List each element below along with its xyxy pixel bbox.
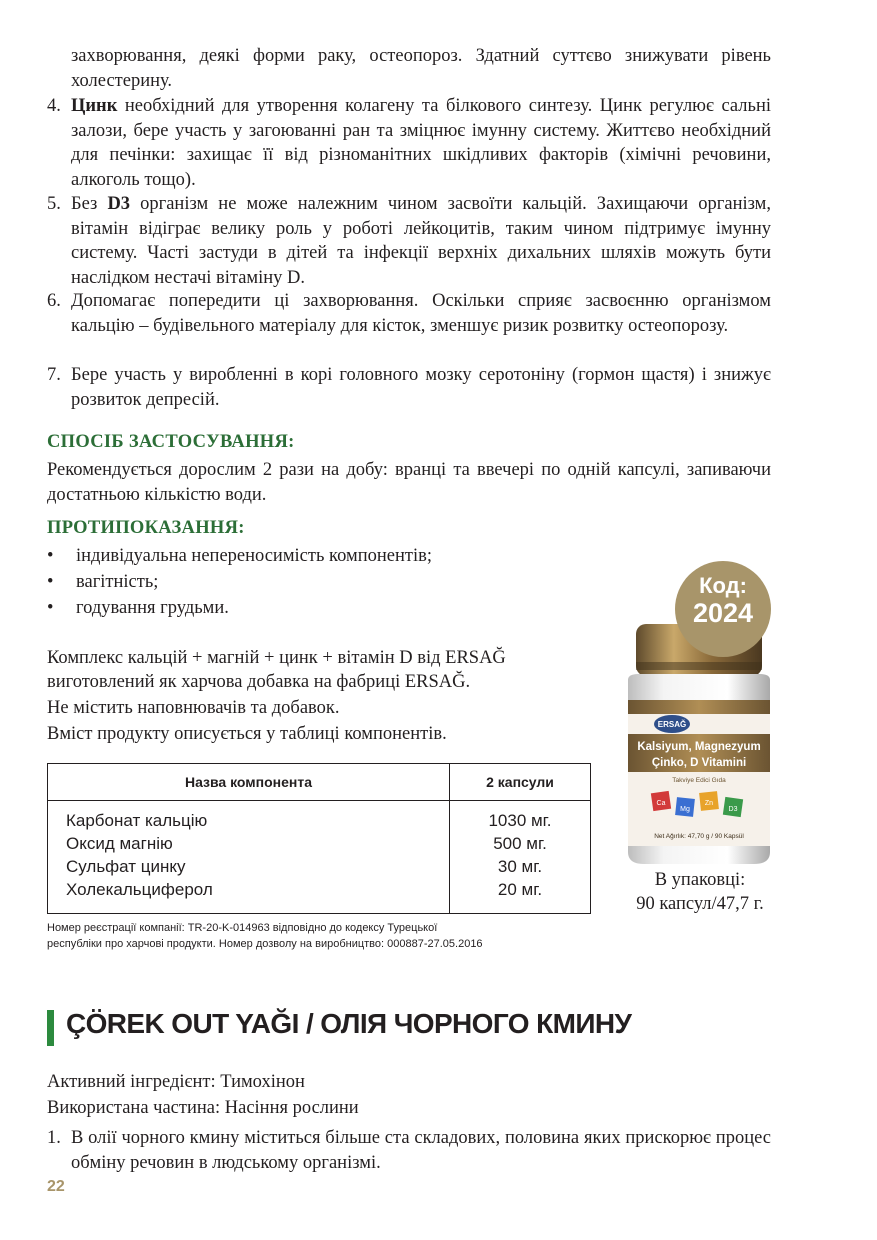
usage-heading: СПОСІБ ЗАСТОСУВАННЯ: bbox=[47, 432, 295, 452]
list-lead: D3 bbox=[107, 194, 131, 214]
list-lead: Цинк bbox=[71, 96, 118, 116]
document-page: захворювання, деякі форми раку, остеопороз. Здатний суттєво знижувати рівень холестерину. 4. Цинк необхідний для утворення колагену та білкового синтезу. Цинк регулює сальні залози, бере участь у загоюванні ран та зміцнює імунну систему. Життєво необхідний для печінки: захищає її від різноманітних шкідливих факторів (хімічні речовини, алкоголь тощо). 5. Без D3 організм не може належним чином засвоїти кальцій. Захищаючи організм, вітамін відіграє велику роль у роботі лейкоцитів, таким чином підтримує імунну систему. Часті застуди в дітей та інфекції верхніх дихальних шляхів можуть бути наслідком нестачі вітаміну D. 6. Допомагає попередити ці захворювання. Оскільки сприяє засвоєнню організмом кальцію – будівельного матеріалу для кісток, зменшує ризик розвитку остеопорозу. 7. Бере участь у виробленні в корі головного мозку серотоніну (гормон щастя) і знижує розвиток депресій. СПОСІБ ЗАСТОСУВАННЯ: Рекомендується дорослим 2 рази на добу: вранці та ввечері по одній капсулі, запиваючи достатньою кількістю води. ПРОТИПОКАЗАННЯ: • індивідуальна непереносимість компонентів; • вагітність; • годування грудьми. Комплекс кальцій + магній + цинк + вітамін D від ERSAĞ виготовлений як харчова добавка на фабриці ERSAĞ. Не містить наповнювачів та добавок. Вміст продукту описується у таблиці компонентів. Назва компонента 2 капсули Карбонат кальцію Оксид магнію Сульфат цинку Холекальциферол 1030 мг. 500 мг. 30 мг. 20 мг. Номер реєстрації компанії: TR-20-K-014963 відповідно до кодексу Турецької республіки про харчові продукти. Номер дозволу на виробництво: 000887-27.05.2016 ERSAĞ Kalsiyum, Magnezyum Çinko, D Vitamini Takviye Edici Gıda Ca Mg Zn D3 Net Ağırlık: 47,70 g / 90 Kapsül Код: 2024 В упаковці: 90 капсул/47,7 г. ÇÖREK OUT YAĞI / ОЛІЯ ЧОРНОГО КМИНУ Активний інгредієнт: Тимохінон Використана частина: Насіння рослини 1. В олії чорного кмину міститься більше ста складових, половина яких прискорює процес обміну речовин в людському організмі. 22 bbox=[0, 0, 877, 1240]
mineral-label: Ca bbox=[656, 800, 666, 807]
mineral-label: Zn bbox=[704, 800, 714, 807]
list-item-6 bbox=[47, 289, 771, 338]
product-code-badge bbox=[675, 561, 771, 657]
list-number: 4. bbox=[47, 96, 61, 116]
list-number: 5. bbox=[47, 194, 61, 214]
used-part: Використана частина: Насіння рослини bbox=[47, 1098, 359, 1118]
code-label: Код: bbox=[699, 573, 747, 598]
list-pre: Без bbox=[71, 194, 108, 214]
product-name-line2: Çinko, D Vitamini bbox=[651, 757, 747, 769]
active-ingredient: Активний інгредієнт: Тимохінон bbox=[47, 1072, 305, 1092]
components-table bbox=[47, 763, 591, 914]
component-dose: 30 мг. bbox=[497, 857, 543, 876]
section-title: ÇÖREK OUT YAĞI / ОЛІЯ ЧОРНОГО КМИНУ bbox=[66, 1008, 632, 1039]
registration-note bbox=[47, 920, 483, 952]
registration-line: республіки про харчові продукти. Номер дозволу на виробництво: 000887-27.05.2016 bbox=[47, 938, 483, 950]
package-line: В упаковці: bbox=[654, 870, 746, 890]
component-name: Карбонат кальцію bbox=[66, 811, 208, 830]
list-number: 7. bbox=[47, 365, 61, 385]
component-dose: 500 мг. bbox=[493, 834, 547, 853]
table-header-dose: 2 капсули bbox=[450, 764, 591, 801]
mineral-label: Mg bbox=[680, 806, 690, 813]
product-name-line1: Kalsiyum, Magnezyum bbox=[637, 741, 761, 753]
list-text: організм не може належним чином засвоїти кальцій. Захищаючи організм, вітамін відіграє велику роль у роботі лейкоцитів, таким чином підтримує імунну систему. Часті застуди в дітей та інфекції верхніх дихальних шляхів можуть бути наслідком нестачі вітаміну D. bbox=[71, 194, 771, 288]
product-type: Takviye Edici Gıda bbox=[672, 777, 726, 784]
component-name: Оксид магнію bbox=[66, 834, 173, 853]
component-dose: 20 мг. bbox=[497, 880, 543, 899]
brand-logo-text: ERSAĞ bbox=[657, 720, 687, 729]
list-item-continuation bbox=[47, 44, 771, 93]
section-accent-bar bbox=[47, 1010, 54, 1046]
net-weight: Net Ağırlık: 47,70 g / 90 Kapsül bbox=[654, 833, 744, 840]
list-number: 6. bbox=[47, 291, 61, 311]
list-number: 1. bbox=[47, 1128, 61, 1148]
component-name: Сульфат цинку bbox=[66, 857, 186, 876]
list-text: необхідний для утворення колагену та білкового синтезу. Цинк регулює сальні залози, бере участь у загоюванні ран та зміцнює імунну систему. Життєво необхідний для печінки: захищає її від різноманітних шкідливих факторів (хімічні речовини, алкоголь тощо). bbox=[71, 96, 771, 190]
list-item-black-cumin-1 bbox=[47, 1126, 771, 1175]
description-line: Вміст продукту описується у таблиці компонентів. bbox=[47, 724, 447, 744]
description-line: Не містить наповнювачів та добавок. bbox=[47, 698, 340, 718]
list-item-d3 bbox=[47, 192, 771, 290]
bottle-label bbox=[628, 700, 770, 846]
list-item-zinc bbox=[47, 94, 771, 192]
list-text: Допомагає попередити ці захворювання. Оскільки сприяє засвоєнню організмом кальцію – будівельного матеріалу для кісток, зменшує ризик розвитку остеопорозу. bbox=[71, 291, 771, 336]
product-bottle-image bbox=[614, 622, 784, 867]
code-value: 2024 bbox=[692, 598, 754, 628]
contra-heading: ПРОТИПОКАЗАННЯ: bbox=[47, 518, 245, 538]
page-number: 22 bbox=[47, 1178, 65, 1195]
package-caption bbox=[600, 868, 800, 916]
description-line: Комплекс кальцій + магній + цинк + вітамін D від ERSAĞ bbox=[47, 648, 506, 668]
mineral-label: D3 bbox=[728, 806, 738, 813]
list-item-text: захворювання, деякі форми раку, остеопороз. Здатний суттєво знижувати рівень холестерину. bbox=[71, 46, 771, 91]
description-line: виготовлений як харчова добавка на фабриці ERSAĞ. bbox=[47, 672, 471, 692]
list-text: В олії чорного кмину міститься більше ста складових, половина яких прискорює процес обміну речовин в людському організмі. bbox=[71, 1128, 771, 1173]
table-header-name: Назва компонента bbox=[48, 764, 450, 801]
registration-line: Номер реєстрації компанії: TR-20-K-014963 відповідно до кодексу Турецької bbox=[47, 922, 438, 934]
list-item-7 bbox=[47, 363, 771, 412]
package-line: 90 капсул/47,7 г. bbox=[636, 894, 764, 914]
component-name: Холекальциферол bbox=[66, 880, 213, 899]
list-text: Бере участь у виробленні в корі головного мозку серотоніну (гормон щастя) і знижує розвиток депресій. bbox=[71, 365, 771, 410]
usage-text: Рекомендується дорослим 2 рази на добу: вранці та ввечері по одній капсулі, запиваючи достатньою кількістю води. bbox=[47, 460, 771, 505]
component-dose: 1030 мг. bbox=[488, 811, 552, 830]
table-row bbox=[48, 801, 591, 914]
